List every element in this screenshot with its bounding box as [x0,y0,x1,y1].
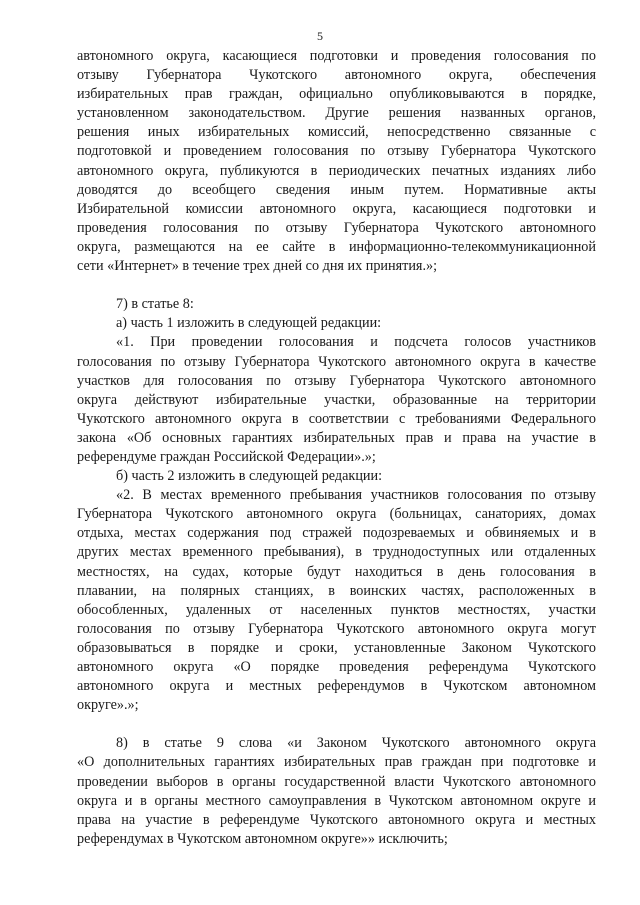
paragraph [77,734,596,849]
text-line: проведении выборов в органы государственной власти Чукотского автономного [77,773,596,790]
text-line: «1. При проведении голосования и подсчета голосов участников [116,334,596,351]
text-line: голосования по отзыву Губернатора Чукотского автономного округа могут [77,620,596,637]
text-line: установленном законодательством. Другие решения названных органов, [77,105,596,122]
text-line: 7) в статье 8: [116,296,194,313]
text-line: местностях, на судах, которые будут находиться в день голосования в [77,563,596,580]
text-line: Губернатора Чукотского автономного округа (больницах, санаториях, домах [77,506,596,523]
text-line: отдыха, местах содержания под стражей подозреваемых и обвиняемых и в [77,525,596,542]
text-line: референдуме граждан Российской Федерации».»; [77,448,376,465]
text-line: закона «Об основных гарантиях избирательных прав и права на участие в [77,429,596,446]
text-line: автономного округа, публикуются в периодических печатных изданиях либо [77,162,596,179]
text-line: проведения голосования по отзыву Губернатора Чукотского автономного [77,219,596,236]
text-line: а) часть 1 изложить в следующей редакции: [116,315,382,332]
text-line: «О дополнительных гарантиях избирательных прав граждан при подготовке и [77,754,596,771]
text-line: б) часть 2 изложить в следующей редакции: [116,468,383,485]
paragraph [77,333,596,467]
text-line: Чукотского автономного округа в соответствии с требованиями Федерального [77,410,596,427]
text-line: автономного округа, касающиеся подготовки и проведения голосования по [77,48,596,64]
text-line: образовываться в порядке и сроки, установленные Законом Чукотского [77,639,596,656]
text-line: плавании, на полярных станциях, в воинских частях, расположенных в [77,582,596,599]
text-line: округа и в органы местного самоуправления в Чукотском автономном округе и [77,792,596,809]
text-line: решения иных избирательных комиссий, непосредственно связанные с [77,124,596,141]
document-body [77,47,596,849]
text-line: округа действуют избирательные участки, образованные на территории [77,391,596,408]
page-number: 5 [317,29,323,43]
text-line: других местах временного пребывания), в труднодоступных или отдаленных [77,544,596,561]
paragraph-gap [77,276,596,295]
paragraph [77,47,596,276]
paragraph [77,486,596,715]
text-line: округа, размещаются на ее сайте в информационно-телекоммуникационной [77,238,596,255]
text-line: голосования по отзыву Губернатора Чукотского автономного округа в качестве [77,353,596,370]
paragraph [77,467,596,486]
text-line: автономного округа и местных референдумов в Чукотском автономном [77,678,596,695]
paragraph [77,314,596,333]
text-line: округе».»; [77,697,139,714]
text-line: участков для голосования по отзыву Губернатора Чукотского автономного [77,372,596,389]
text-line: отзыву Губернатора Чукотского автономного округа, обеспечения [77,67,596,84]
paragraph [77,295,596,314]
text-line: права на участие в референдуме Чукотского автономного округа и местных [77,811,596,828]
text-line: «2. В местах временного пребывания участников голосования по отзыву [116,487,596,504]
text-line: 8) в статье 9 слова «и Законом Чукотского автономного округа [116,735,596,752]
text-line: референдумах в Чукотском автономном округе»» исключить; [77,830,448,847]
text-line: избирательных прав граждан, официально опубликовываются в порядке, [77,86,596,103]
text-line: обособленных, удаленных от населенных пунктов местностях, участки [77,601,596,618]
paragraph-gap [77,715,596,734]
text-line: сети «Интернет» в течение трех дней со дня их принятия.»; [77,258,438,275]
text-line: Избирательной комиссии автономного округа, касающиеся подготовки и [77,200,596,217]
text-line: автономного округа «О порядке проведения референдума Чукотского [77,659,596,675]
text-line: подготовкой и проведением голосования по отзыву Губернатора Чукотского [77,143,596,160]
text-line: доводятся до всеобщего сведения иным путем. Нормативные акты [77,181,596,198]
